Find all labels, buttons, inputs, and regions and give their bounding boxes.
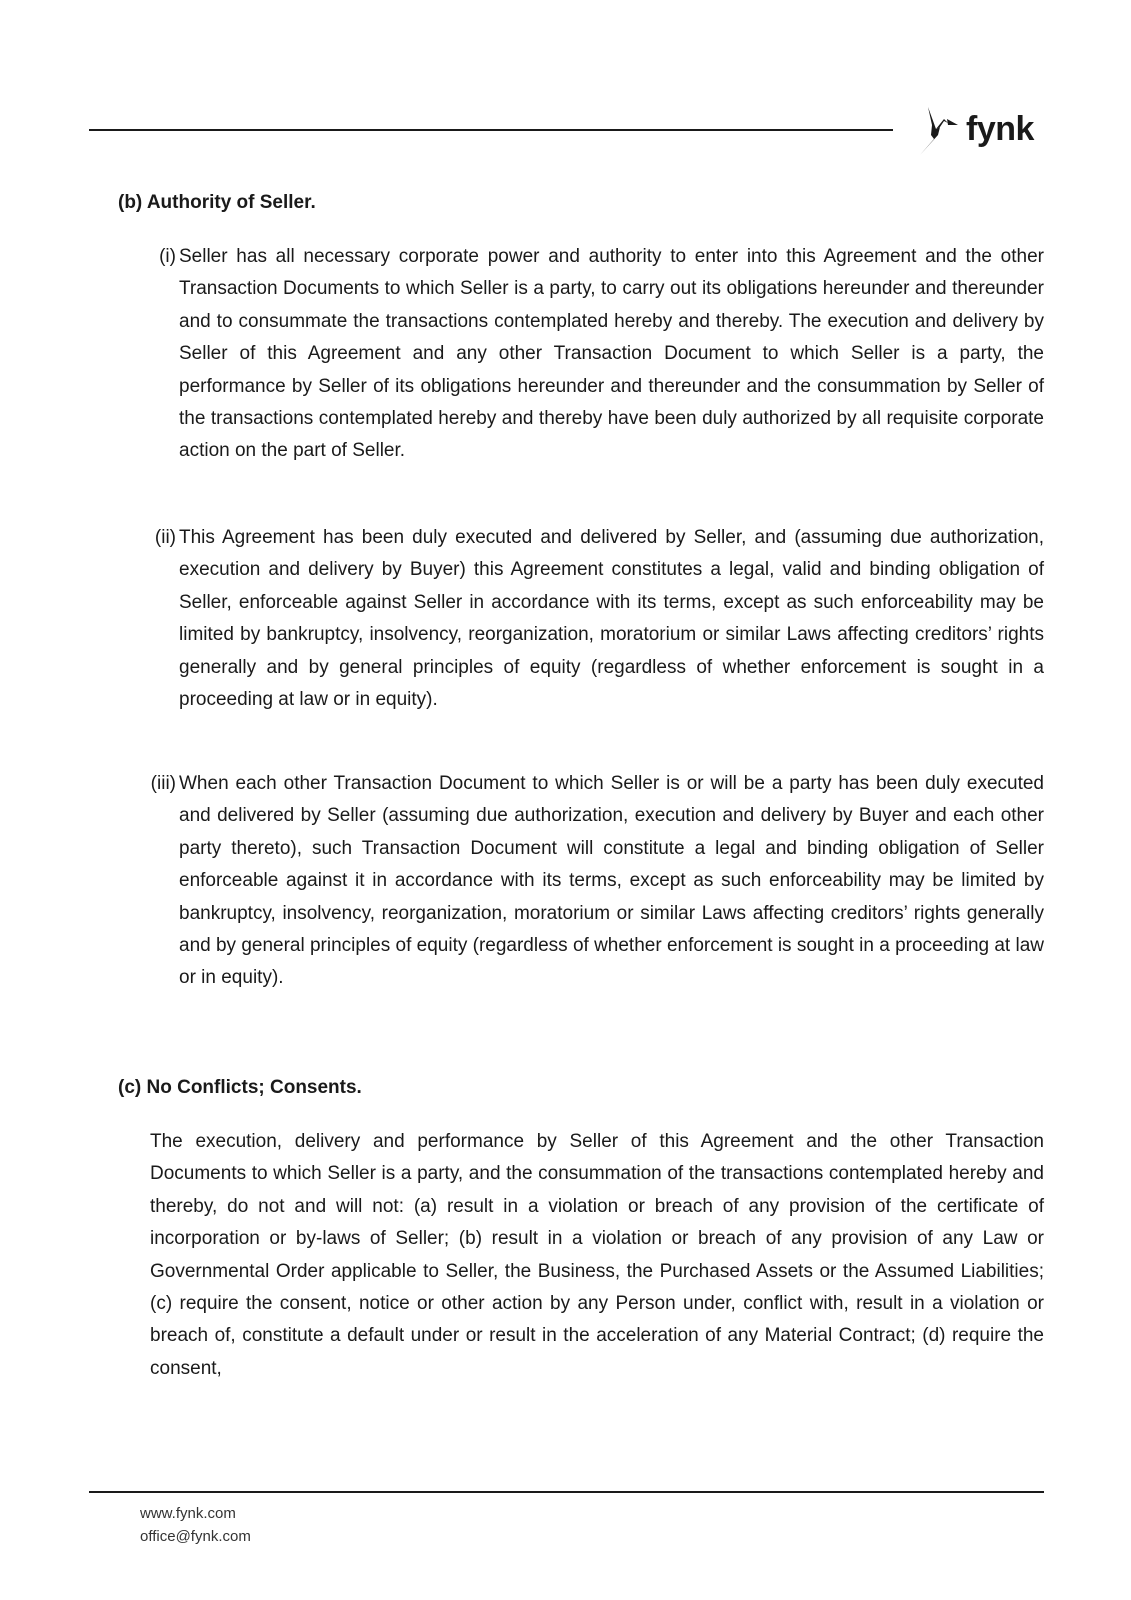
list-item-text: Seller has all necessary corporate power and authority to enter into this Agreement and the other Transaction Documents to which Seller is a party, to carry out its obligations hereunder and thereunder and to consummate the transactions contemplated hereby and thereby. The execution and delivery by Seller of this Agreement and any other Transaction Document to which Seller is a party, the performance by Seller of its obligations hereunder and thereunder and the consummation by Seller of the transactions contemplated hereby and thereby have been duly authorized by all requisite corporate action on the part of Seller.: [179, 246, 1044, 462]
list-item-text: When each other Transaction Document to which Seller is or will be a party has been duly executed and delivered by Seller (assuming due authorization, execution and delivery by Buyer and each other party thereto), such Transaction Document will constitute a legal and binding obligation of Seller enforceable against it in accordance with its terms, except as such enforceability may be limited by bankruptcy, insolvency, reorganization, moratorium or similar Laws affecting creditors’ rights generally and by general principles of equity (regardless of whether enforcement is sought in a proceeding at law or in equity).: [179, 773, 1045, 989]
list-item-marker: (iii): [150, 773, 176, 794]
list-item: [144, 522, 1044, 716]
section-heading-authority-of-seller: (b) Authority of Seller.: [118, 192, 316, 213]
list-item-marker: (ii): [154, 527, 176, 548]
footer-email-link[interactable]: office@fynk.com: [140, 1528, 251, 1545]
logo-text: fynk: [966, 110, 1034, 148]
list-item-marker: (i): [159, 246, 176, 267]
fynk-logo: [918, 104, 1034, 158]
no-conflicts-paragraph: The execution, delivery and performance by Seller of this Agreement and the other Transaction Documents to which Seller is a party, and the consummation of the transactions contemplated hereby and thereby, do not and will not: (a) result in a violation or breach of any provision of the certificate of incorporation or by-laws of Seller; (b) result in a violation or breach of any provision of any Law or Governmental Order applicable to Seller, the Business, the Purchased Assets or the Assumed Liabilities; (c) require the consent, notice or other action by any Person under, conflict with, result in a violation or breach of, constitute a default under or result in the acceleration of any Material Contract; (d) require the consent,: [150, 1131, 1044, 1379]
section-heading-no-conflicts: (c) No Conflicts; Consents.: [118, 1077, 362, 1098]
footer: [140, 1502, 251, 1548]
bird-icon: [918, 105, 960, 157]
footer-divider: [89, 1491, 1044, 1493]
header-divider: [89, 129, 893, 131]
list-item: [144, 241, 1044, 468]
list-item-text: This Agreement has been duly executed and delivered by Seller, and (assuming due authorization, execution and delivery by Buyer) this Agreement constitutes a legal, valid and binding obligation of Seller, enforceable against Seller in accordance with its terms, except as such enforceability may be limited by bankruptcy, insolvency, reorganization, moratorium or similar Laws affecting creditors’ rights generally and by general principles of equity (regardless of whether enforcement is sought in a proceeding at law or in equity).: [179, 527, 1044, 711]
footer-website-link[interactable]: www.fynk.com: [140, 1505, 236, 1522]
list-item: [144, 768, 1044, 995]
